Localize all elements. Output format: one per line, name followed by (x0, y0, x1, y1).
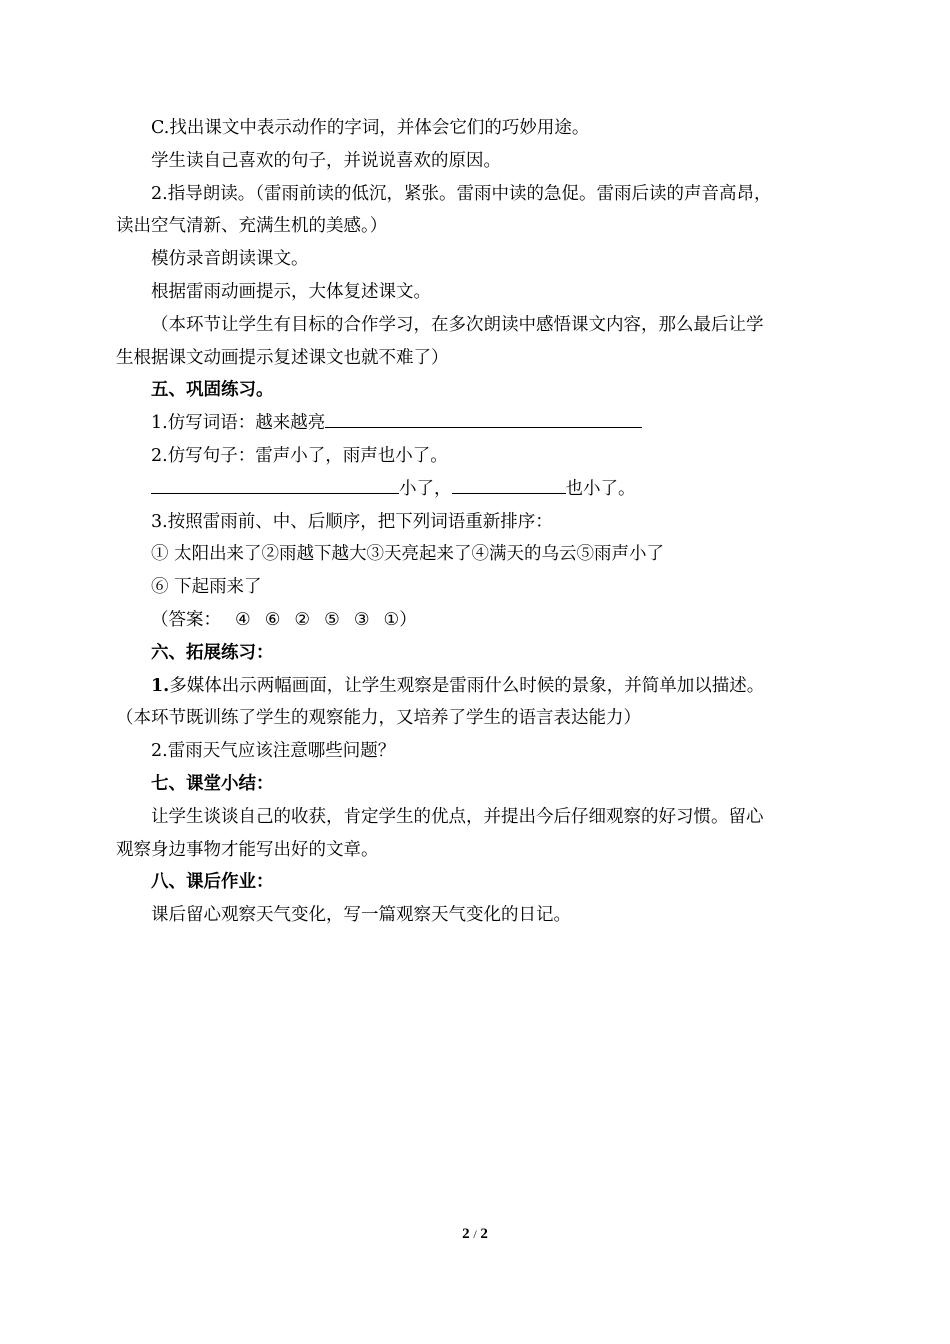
section-6-q1-number: 1. (151, 675, 170, 696)
section-6-note: （本环节既训练了学生的观察能力，又培养了学生的语言表达能力） (116, 708, 641, 729)
section-5-q2-blanks (116, 473, 838, 506)
item-c: C.找出课文中表示动作的字词，并体会它们的巧妙用途。 (151, 118, 590, 138)
answer-item: ④ (235, 609, 251, 630)
fill-blank-line (325, 409, 642, 428)
answer-close: ） (399, 609, 417, 630)
section-6-q1-text: 多媒体出示两幅画面，让学生观察是雷雨什么时候的景象，并简单加以描述。 (169, 675, 765, 696)
section-5-q1 (116, 407, 838, 440)
section-7-line-1: 让学生谈谈自己的收获，肯定学生的优点，并提出今后仔细观察的好习惯。留心 (151, 806, 764, 827)
answer-item: ⑤ (324, 609, 340, 630)
q2-end-text: 也小了。 (565, 478, 636, 499)
answer-item: ① (383, 609, 400, 630)
section-6-q1 (116, 670, 838, 703)
fill-blank-line (452, 475, 566, 494)
q3-items-line-1: ① 太阳出来了②雨越下越大③天亮起来了④满天的乌云⑤雨声小了 (151, 544, 665, 565)
total-pages: 2 (480, 1226, 488, 1242)
answer-label: （答案： (151, 609, 221, 630)
section-7-paragraph (116, 801, 838, 867)
student-read-text: 学生读自己喜欢的句子，并说说喜欢的原因。 (151, 150, 501, 171)
guide-reading-line-1: 2.指导朗读。（雷雨前读的低沉，紧张。雷雨中读的急促。雷雨后读的声音高昂， (151, 183, 772, 204)
note-1-line-1: （本环节让学生有目标的合作学习，在多次朗读中感悟课文内容，那么最后让学 (151, 314, 764, 335)
imitate-reading-text: 模仿录音朗读课文。 (151, 249, 309, 270)
section-8-text: 课后留心观察天气变化，写一篇观察天气变化的日记。 (151, 905, 571, 926)
section-6-q2: 2.雷雨天气应该注意哪些问题？ (151, 741, 396, 762)
fill-blank-line (151, 475, 399, 494)
section-5-q3: 3.按照雷雨前、中、后顺序，把下列词语重新排序： (151, 511, 553, 532)
note-paragraph-1 (116, 309, 838, 375)
document-body (116, 112, 838, 932)
section-6-heading: 六、拓展练习： (151, 642, 274, 663)
answer-line (116, 604, 838, 637)
q2-mid-text: 小了， (399, 478, 452, 499)
guide-reading-paragraph (116, 178, 838, 244)
answer-item: ③ (353, 609, 370, 630)
page-number (0, 1226, 950, 1243)
section-8-heading: 八、课后作业： (151, 872, 274, 893)
current-page: 2 (462, 1226, 470, 1242)
note-1-line-2: 生根据课文动画提示复述课文也就不难了） (116, 347, 449, 368)
answer-item: ② (294, 609, 311, 630)
q3-items-line-2: ⑥ 下起雨来了 (151, 577, 262, 598)
guide-reading-line-2: 读出空气清新、充满生机的美感。） (116, 216, 388, 237)
section-5-heading: 五、巩固练习。 (151, 380, 274, 401)
retell-text: 根据雷雨动画提示，大体复述课文。 (151, 281, 431, 302)
section-7-heading: 七、课堂小结： (151, 773, 274, 794)
section-7-line-2: 观察身边事物才能写出好的文章。 (116, 839, 379, 860)
section-5-q1-text: 1.仿写词语：越来越亮 (151, 413, 326, 434)
answer-item: ⑥ (264, 609, 281, 630)
section-5-q2: 2.仿写句子：雷声小了，雨声也小了。 (151, 445, 448, 466)
page-separator: / (473, 1227, 477, 1241)
